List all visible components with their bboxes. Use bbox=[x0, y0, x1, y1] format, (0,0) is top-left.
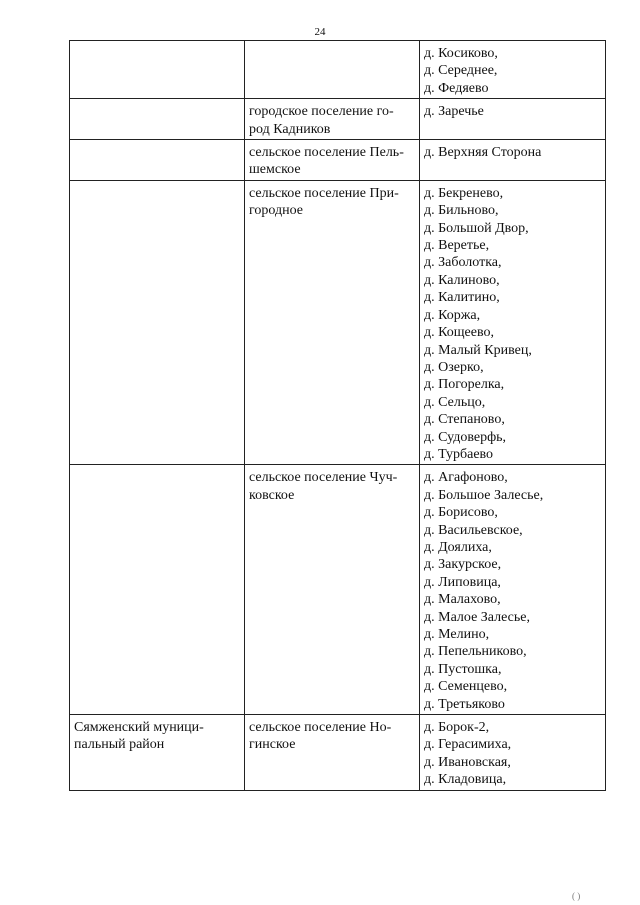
village-item: д. Заболотка, bbox=[424, 255, 502, 271]
village-item: д. Малое Залесье, bbox=[424, 609, 530, 625]
district-cell bbox=[70, 715, 245, 791]
village-item: д. Липовица, bbox=[424, 574, 501, 590]
settlement-cell bbox=[245, 140, 420, 181]
villages-cell bbox=[420, 99, 606, 140]
district-cell bbox=[70, 99, 245, 140]
village-item: д. Бильново, bbox=[424, 203, 499, 219]
village-item: д. Калиново, bbox=[424, 272, 500, 288]
village-item: д. Кощеево, bbox=[424, 325, 494, 341]
village-item: д. Кладовица, bbox=[424, 772, 507, 788]
village-item: д. Третьяково bbox=[424, 696, 505, 712]
district-cell bbox=[70, 41, 245, 99]
village-item: д. Большое Залесье, bbox=[424, 487, 544, 503]
table-row bbox=[70, 140, 606, 181]
village-item: д. Середнее, bbox=[424, 63, 498, 79]
settlement-name-line: род Кадников bbox=[249, 121, 331, 137]
village-item: д. Семенцево, bbox=[424, 679, 508, 695]
villages-cell bbox=[420, 140, 606, 181]
settlement-name-line: сельское поселение Пель- bbox=[249, 145, 404, 161]
villages-cell bbox=[420, 41, 606, 99]
village-item: д. Пепельниково, bbox=[424, 644, 527, 660]
settlement-name-line: сельское поселение Чуч- bbox=[249, 470, 398, 486]
village-item: д. Доялиха, bbox=[424, 539, 492, 555]
settlement-cell bbox=[245, 180, 420, 465]
page-number: 24 bbox=[314, 26, 326, 38]
village-item: д. Малахово, bbox=[424, 592, 501, 608]
settlement-cell bbox=[245, 99, 420, 140]
village-item: д. Калитино, bbox=[424, 290, 500, 306]
village-item: д. Судоверфь, bbox=[424, 429, 507, 445]
table-row bbox=[70, 465, 606, 715]
villages-cell bbox=[420, 180, 606, 465]
settlement-name-line: ковское bbox=[249, 487, 295, 503]
village-item: д. Степаново, bbox=[424, 412, 505, 428]
village-item: д. Закурское, bbox=[424, 557, 502, 573]
village-item: д. Борисово, bbox=[424, 505, 498, 521]
village-item: д. Веретье, bbox=[424, 238, 490, 254]
villages-cell bbox=[420, 465, 606, 715]
village-item: д. Герасимиха, bbox=[424, 737, 512, 753]
village-item: д. Борок-2, bbox=[424, 720, 490, 736]
corner-mark: ( ) bbox=[572, 891, 581, 901]
village-item: д. Федяево bbox=[424, 80, 489, 96]
table-row bbox=[70, 99, 606, 140]
village-item: д. Косиково, bbox=[424, 46, 498, 61]
settlement-name-line: сельское поселение Но- bbox=[249, 720, 392, 736]
village-item: д. Большой Двор, bbox=[424, 220, 529, 236]
settlement-name-line: шемское bbox=[249, 162, 301, 178]
village-item: д. Малый Кривец, bbox=[424, 342, 532, 358]
settlement-name-line: гинское bbox=[249, 737, 296, 753]
district-cell bbox=[70, 465, 245, 715]
district-cell bbox=[70, 140, 245, 181]
table-row bbox=[70, 41, 606, 99]
table-row bbox=[70, 715, 606, 791]
village-item: д. Агафоново, bbox=[424, 470, 508, 486]
table-row bbox=[70, 180, 606, 465]
settlement-cell bbox=[245, 41, 420, 99]
village-item: д. Заречье bbox=[424, 104, 484, 120]
settlement-name-line: сельское поселение При- bbox=[249, 185, 399, 201]
village-item: д. Погорелка, bbox=[424, 377, 505, 393]
district-cell bbox=[70, 180, 245, 465]
villages-cell bbox=[420, 715, 606, 791]
district-name-line: пальный район bbox=[74, 737, 165, 753]
village-item: д. Пустошка, bbox=[424, 661, 502, 677]
settlements-table bbox=[69, 40, 606, 791]
settlement-name-line: городское поселение го- bbox=[249, 104, 394, 120]
village-item: д. Верхняя Сторона bbox=[424, 145, 542, 161]
settlement-cell bbox=[245, 715, 420, 791]
village-item: д. Мелино, bbox=[424, 627, 490, 642]
village-item: д. Турбаево bbox=[424, 446, 494, 462]
settlement-cell bbox=[245, 465, 420, 715]
village-item: д. Бекренево, bbox=[424, 185, 504, 201]
settlements-table-body bbox=[70, 41, 606, 791]
settlement-name-line: городное bbox=[249, 203, 303, 219]
village-item: д. Сельцо, bbox=[424, 394, 486, 410]
village-item: д. Васильевское, bbox=[424, 522, 523, 538]
district-name-line: Сямженский муници- bbox=[74, 720, 204, 736]
village-item: д. Ивановская, bbox=[424, 754, 511, 770]
village-item: д. Озерко, bbox=[424, 359, 484, 375]
village-item: д. Коржа, bbox=[424, 307, 481, 323]
